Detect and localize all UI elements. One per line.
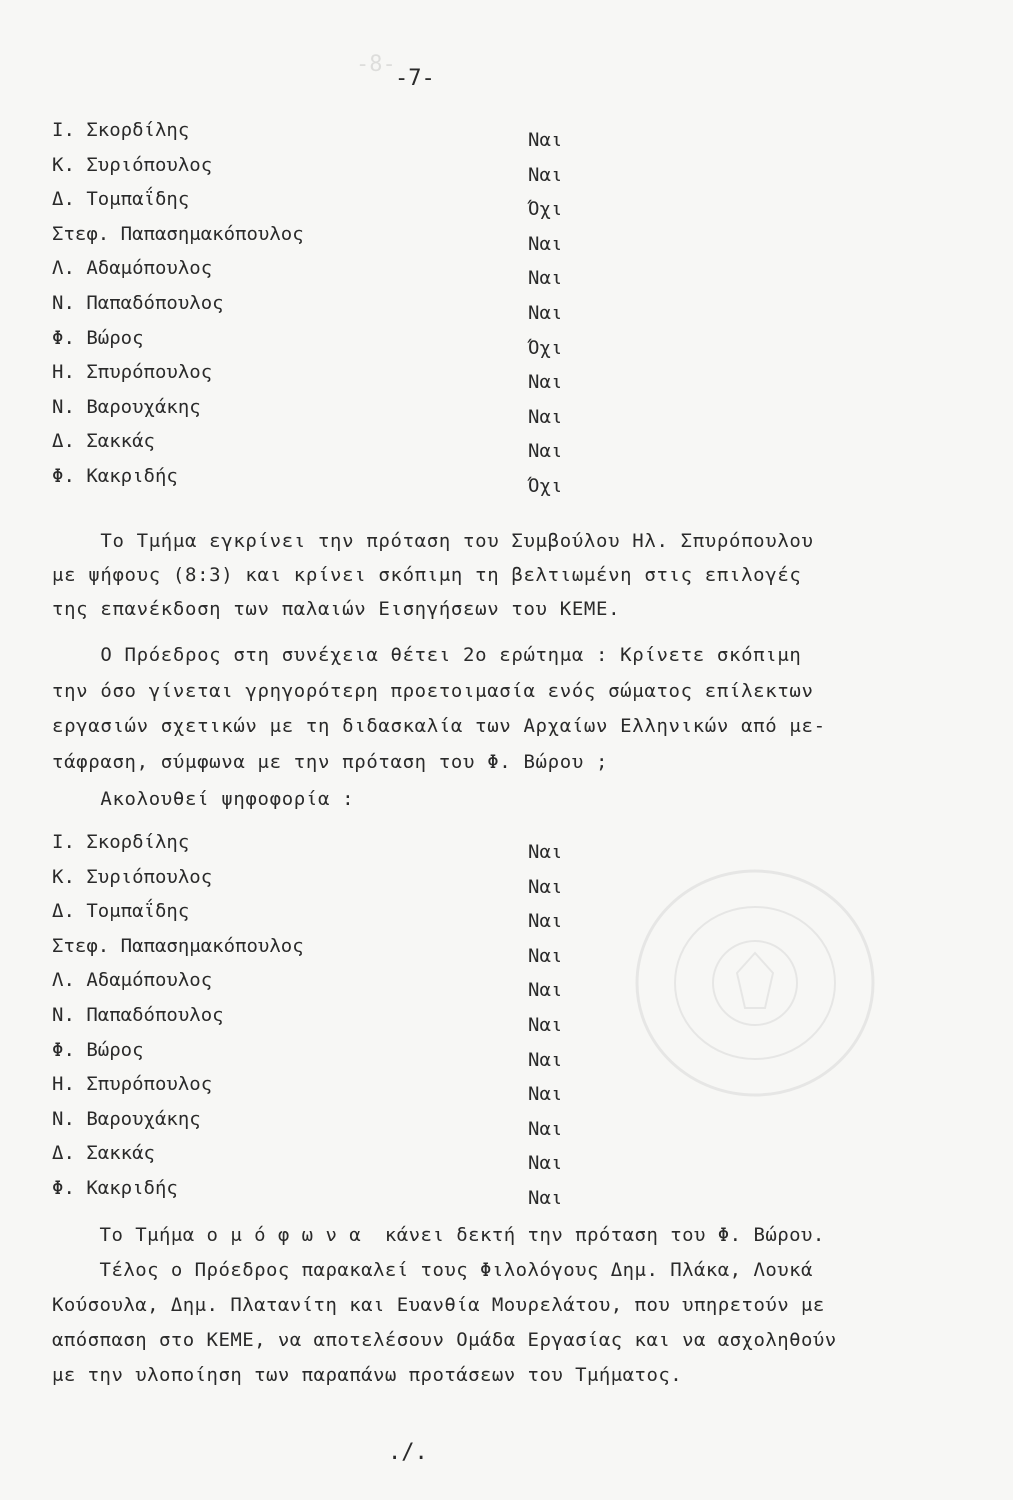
member-vote: Ναι <box>528 841 563 863</box>
member-vote: Ναι <box>528 405 563 428</box>
member-name: Ν. Βαρουχάκης <box>52 1107 201 1130</box>
text-line: Ο Πρόεδρος στη συνέχεια θέτει 2ο ερώτημα : Κρίνετε σκόπιμη <box>52 644 802 666</box>
continuation-mark: ./. <box>388 1440 428 1465</box>
text-line: Το Τμήμα ο μ ό φ ω ν α κάνει δεκτή την πρόταση του Φ. Βώρου. <box>52 1224 825 1246</box>
member-vote: Όχι <box>528 336 563 359</box>
official-seal-stamp <box>625 858 885 1108</box>
text-line: την όσο γίνεται γρηγορότερη προετοιμασία ενός σώματος επίλεκτων <box>52 679 814 702</box>
member-name: Φ. Κακριδής <box>52 465 178 487</box>
member-name: Ν. Παπαδόπουλος <box>52 1004 224 1026</box>
member-name: Κ. Συριόπουλος <box>52 153 213 176</box>
member-name: Φ. Βώρος <box>52 326 144 349</box>
member-name: Λ. Αδαμόπουλος <box>52 257 213 280</box>
member-name: Φ. Βώρος <box>52 1038 144 1061</box>
member-vote: Ναι <box>528 1187 563 1209</box>
text-line: με την υλοποίηση των παραπάνω προτάσεων του Τμήματος. <box>52 1364 683 1386</box>
text-line: εργασιών σχετικών με τη διδασκαλία των Αρχαίων Ελληνικών από με- <box>52 715 826 737</box>
text-line: με ψήφους (8:3) και κρίνει σκόπιμη τη βελτιωμένη στις επιλογές <box>52 564 802 586</box>
member-name: Κ. Συριόπουλος <box>52 865 213 888</box>
member-vote: Ναι <box>528 302 563 324</box>
member-vote: Ναι <box>528 875 563 898</box>
text-line: απόσπαση στο ΚΕΜΕ, να αποτελέσουν Ομάδα Εργασίας και να ασχοληθούν <box>52 1329 837 1351</box>
member-vote: Ναι <box>528 1152 563 1175</box>
page-number: -7- <box>395 66 435 91</box>
member-vote: Ναι <box>528 371 563 394</box>
text-line: τάφραση, σύμφωνα με την πρόταση του Φ. Βώρου ; <box>52 750 609 773</box>
ghost-page-number: -8- <box>356 52 396 77</box>
member-vote: Ναι <box>528 267 563 290</box>
member-vote: Όχι <box>528 475 563 497</box>
vote-intro: Ακολουθεί ψηφοφορία : <box>52 788 355 810</box>
member-name: Δ. Σακκάς <box>52 430 155 453</box>
member-name: Φ. Κακριδής <box>52 1177 178 1199</box>
member-vote: Ναι <box>528 1048 563 1071</box>
member-name: Στεφ. Παπασημακόπουλος <box>52 934 304 957</box>
text-line: Τέλος ο Πρόεδρος παρακαλεί τους Φιλολόγους Δημ. Πλάκα, Λουκά <box>52 1259 813 1281</box>
member-name: Ι. Σκορδίλης <box>52 119 190 141</box>
member-vote: Ναι <box>528 163 563 186</box>
member-name: Δ. Τομπαΐδης <box>52 900 190 923</box>
text-line: Το Τμήμα εγκρίνει την πρόταση του Συμβούλου Ηλ. Σπυρόπουλου <box>52 530 814 552</box>
member-name: Η. Σπυρόπουλος <box>52 1073 213 1096</box>
member-vote: Ναι <box>528 1117 563 1140</box>
text-line: Κούσουλα, Δημ. Πλατανίτη και Ευανθία Μουρελάτου, που υπηρετούν με <box>52 1294 825 1316</box>
member-name: Ν. Παπαδόπουλος <box>52 292 224 314</box>
member-vote: Ναι <box>528 1014 563 1036</box>
member-vote: Όχι <box>528 198 563 221</box>
member-vote: Ναι <box>528 232 563 255</box>
member-name: Δ. Τομπαΐδης <box>52 188 190 211</box>
member-vote: Ναι <box>528 129 563 151</box>
member-name: Ι. Σκορδίλης <box>52 831 190 853</box>
member-name: Στεφ. Παπασημακόπουλος <box>52 222 304 245</box>
member-name: Λ. Αδαμόπουλος <box>52 969 213 992</box>
member-vote: Ναι <box>528 1083 563 1106</box>
member-name: Η. Σπυρόπουλος <box>52 361 213 384</box>
member-vote: Ναι <box>528 944 563 967</box>
member-vote: Ναι <box>528 440 563 463</box>
member-vote: Ναι <box>528 979 563 1002</box>
member-vote: Ναι <box>528 910 563 933</box>
text-line: της επανέκδοση των παλαιών Εισηγήσεων του ΚΕΜΕ. <box>52 598 621 620</box>
member-name: Δ. Σακκάς <box>52 1142 155 1165</box>
member-name: Ν. Βαρουχάκης <box>52 395 201 418</box>
